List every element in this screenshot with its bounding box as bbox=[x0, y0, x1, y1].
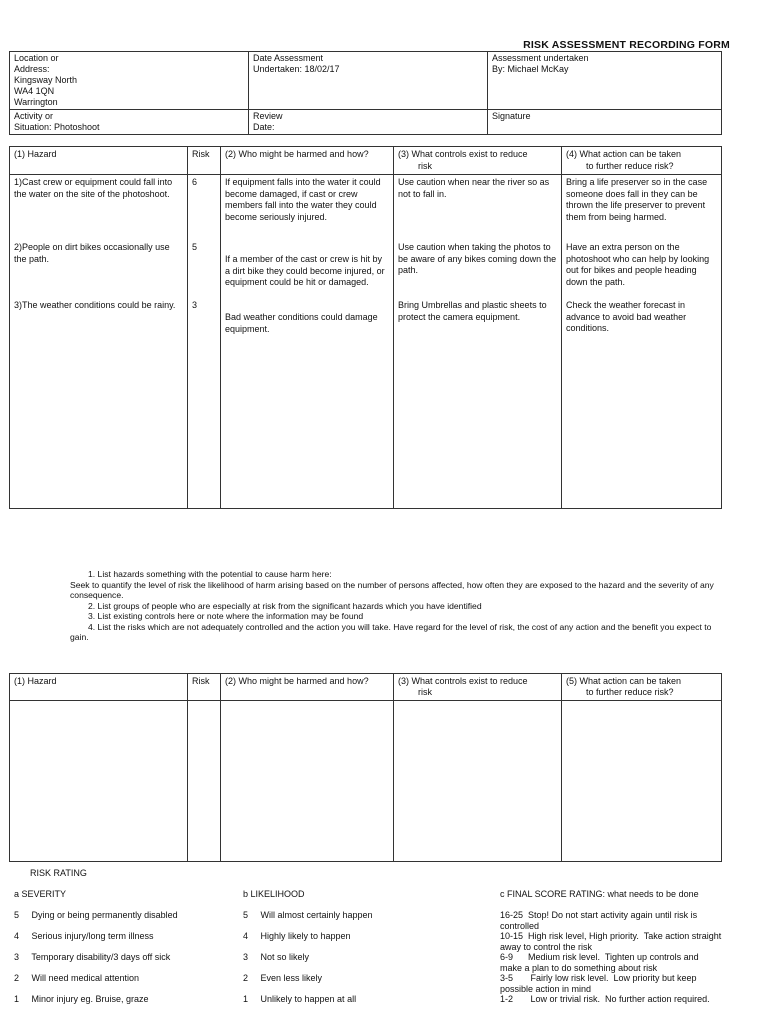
who-header: (2) Who might be harmed and how? bbox=[221, 147, 394, 175]
likelihood-item: 5 Will almost certainly happen bbox=[243, 910, 373, 920]
action-column bbox=[562, 175, 722, 509]
final-score-item: 1-2 Low or trivial risk. No further action required. bbox=[500, 994, 710, 1004]
likelihood-item: 3 Not so likely bbox=[243, 952, 310, 962]
rating-title: RISK RATING bbox=[30, 868, 87, 878]
who-cell[interactable] bbox=[221, 701, 394, 862]
risk-header: Risk bbox=[188, 147, 221, 175]
address-line: Warrington bbox=[14, 97, 58, 107]
controls-2: Use caution when taking the photos to be aware of any bikes coming down the path. bbox=[398, 242, 557, 275]
likelihood-item: 4 Highly likely to happen bbox=[243, 931, 351, 941]
controls-3: Bring Umbrellas and plastic sheets to protect the camera equipment. bbox=[398, 300, 547, 322]
hazard-column bbox=[10, 175, 188, 509]
signature-label: Signature bbox=[492, 111, 531, 121]
action-3: Check the weather forecast in advance to avoid bad weather conditions. bbox=[566, 300, 687, 333]
assessor-cell bbox=[488, 52, 722, 110]
action-header bbox=[562, 674, 722, 701]
instruction-item: 4. List the risks which are not adequately controlled and the action you will take. Have regard for the level of risk, the cost of any action and the benefit you expect to gain. bbox=[70, 621, 712, 642]
address-line: Kingsway North bbox=[14, 75, 78, 85]
likelihood-item: 1 Unlikely to happen at all bbox=[243, 994, 357, 1004]
location-cell bbox=[10, 52, 249, 110]
assessor-label: Assessment undertaken bbox=[492, 53, 589, 63]
controls-header bbox=[394, 674, 562, 701]
review-cell bbox=[249, 110, 488, 135]
action-header-line: to further reduce risk? bbox=[586, 687, 674, 697]
hazard-header: (1) Hazard bbox=[10, 147, 188, 175]
instruction-item: 1. List hazards something with the potential to cause harm here: bbox=[88, 569, 332, 579]
signature-cell bbox=[488, 110, 722, 135]
final-score-item: 3-5 Fairly low risk level. Low priority but keep possible action in mind bbox=[500, 973, 700, 994]
action-header-line: (5) What action can be taken bbox=[566, 676, 682, 686]
likelihood-item: 2 Even less likely bbox=[243, 973, 323, 983]
location-label-2: Address: bbox=[14, 64, 50, 74]
controls-column bbox=[394, 175, 562, 509]
header-table bbox=[9, 51, 722, 135]
action-header-line: (4) What action can be taken bbox=[566, 149, 682, 159]
controls-header-line: (3) What controls exist to reduce bbox=[398, 149, 528, 159]
severity-title: a SEVERITY bbox=[14, 889, 67, 899]
hazard-2: 2)People on dirt bikes occasionally use the path. bbox=[14, 242, 170, 264]
activity-label: Activity or bbox=[14, 111, 54, 121]
instruction-item: 2. List groups of people who are especially at risk from the significant hazards which you have identified bbox=[88, 600, 482, 611]
final-score-item: 6-9 Medium risk level. Tighten up controls and make a plan to do something about risk bbox=[500, 952, 702, 973]
action-2: Have an extra person on the photoshoot who can help by looking out for bikes and people heading down the path. bbox=[566, 242, 710, 287]
action-header bbox=[562, 147, 722, 175]
risk-column bbox=[188, 175, 221, 509]
hazard-cell[interactable] bbox=[10, 701, 188, 862]
controls-header-line: (3) What controls exist to reduce bbox=[398, 676, 528, 686]
risk-3: 3 bbox=[192, 300, 198, 310]
severity-item: 4 Serious injury/long term illness bbox=[14, 931, 154, 941]
hazard-3: 3)The weather conditions could be rainy. bbox=[14, 300, 176, 310]
severity-item: 2 Will need medical attention bbox=[14, 973, 140, 983]
date-label: Date Assessment bbox=[253, 53, 324, 63]
who-2: If a member of the cast or crew is hit by a dirt bike they could become injured, or equipment could be hit or damaged. bbox=[225, 254, 385, 287]
action-cell[interactable] bbox=[562, 701, 722, 862]
controls-cell[interactable] bbox=[394, 701, 562, 862]
severity-item: 1 Minor injury eg. Bruise, graze bbox=[14, 994, 149, 1004]
final-score-title: c FINAL SCORE RATING: what needs to be done bbox=[500, 889, 699, 899]
who-header: (2) Who might be harmed and how? bbox=[221, 674, 394, 701]
controls-1: Use caution when near the river so as not to fall in. bbox=[398, 177, 550, 199]
table-row bbox=[10, 175, 722, 509]
action-header-line: to further reduce risk? bbox=[586, 160, 674, 171]
table-header-row bbox=[10, 147, 722, 175]
instruction-note: Seek to quantify the level of risk the likelihood of harm arising based on the number of persons affected, how often they are exposed to the hazard and the severity of any consequence. bbox=[70, 579, 714, 600]
controls-header-line: risk bbox=[418, 160, 432, 171]
instructions bbox=[70, 569, 722, 643]
hazard-1: 1)Cast crew or equipment could fall into the water on the site of the photoshoot. bbox=[14, 177, 173, 199]
date-value: Undertaken: 18/02/17 bbox=[253, 64, 340, 74]
who-1: If equipment falls into the water it could become damaged, if cast or crew members fall into the water they could become seriously injured. bbox=[225, 177, 381, 222]
final-score-item: 16-25 Stop! Do not start activity again until risk is controlled bbox=[500, 910, 700, 931]
risk-header: Risk bbox=[188, 674, 221, 701]
risk-1: 6 bbox=[192, 177, 198, 187]
activity-value: Situation: Photoshoot bbox=[14, 122, 100, 132]
blank-risk-table bbox=[9, 673, 722, 862]
address-line: WA4 1QN bbox=[14, 86, 55, 96]
table-row bbox=[10, 701, 722, 862]
risk-2: 5 bbox=[192, 242, 198, 252]
risk-table bbox=[9, 146, 722, 509]
date-cell bbox=[249, 52, 488, 110]
form-title: RISK ASSESSMENT RECORDING FORM bbox=[523, 39, 730, 51]
who-column bbox=[221, 175, 394, 509]
who-3: Bad weather conditions could damage equipment. bbox=[225, 312, 378, 334]
controls-header bbox=[394, 147, 562, 175]
risk-cell[interactable] bbox=[188, 701, 221, 862]
review-date: Date: bbox=[253, 122, 275, 132]
assessor-value: By: Michael McKay bbox=[492, 64, 569, 74]
location-label: Location or bbox=[14, 53, 59, 63]
severity-item: 3 Temporary disability/3 days off sick bbox=[14, 952, 171, 962]
hazard-header: (1) Hazard bbox=[10, 674, 188, 701]
activity-cell bbox=[10, 110, 249, 135]
table-header-row bbox=[10, 674, 722, 701]
instruction-item: 3. List existing controls here or note where the information may be found bbox=[88, 611, 364, 621]
action-1: Bring a life preserver so in the case someone does fall in they can be thrown the life preserver to prevent them from being harmed. bbox=[566, 177, 708, 222]
likelihood-title: b LIKELIHOOD bbox=[243, 889, 305, 899]
controls-header-line: risk bbox=[418, 687, 432, 697]
final-score-item: 10-15 High risk level, High priority. Take action straight away to control the risk bbox=[500, 931, 724, 952]
review-label: Review bbox=[253, 111, 283, 121]
severity-item: 5 Dying or being permanently disabled bbox=[14, 910, 178, 920]
